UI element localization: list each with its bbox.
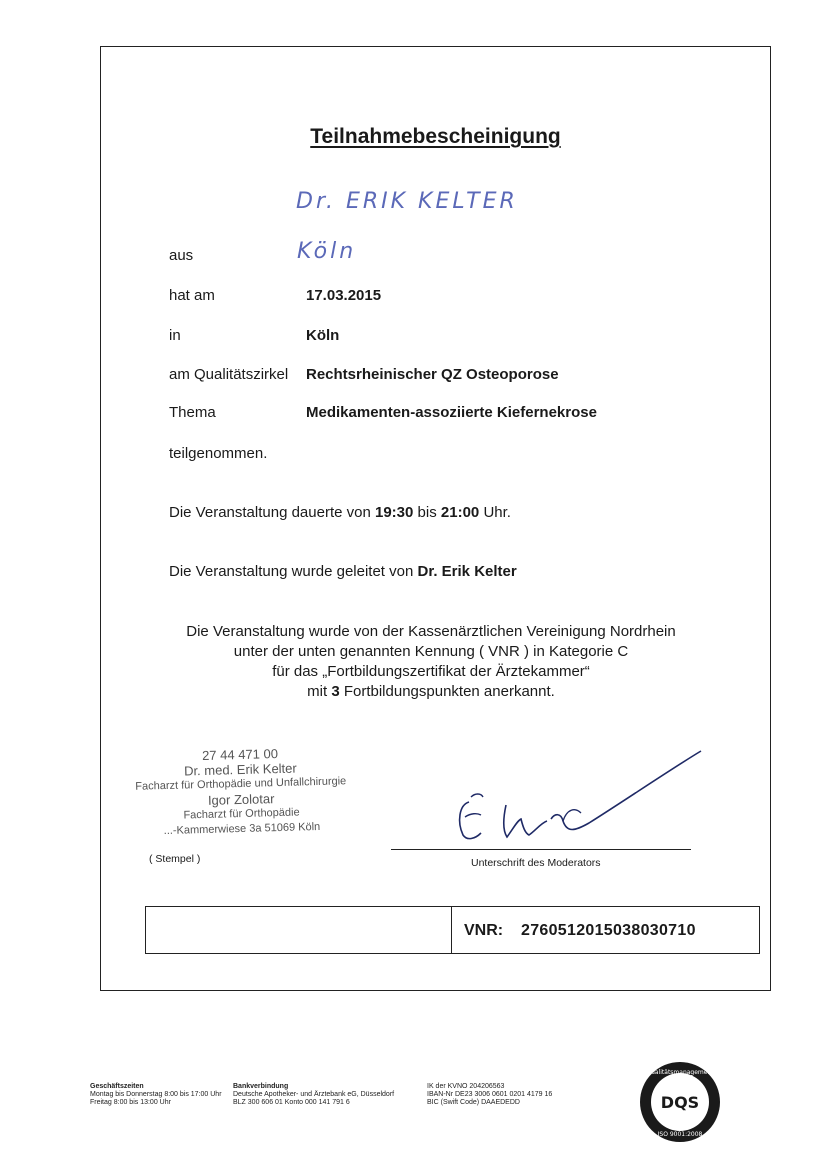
stamp-line-5: Facharzt für Orthopädie xyxy=(183,806,300,822)
teilgenommen-text: teilgenommen. xyxy=(169,445,268,462)
value-date: 17.03.2015 xyxy=(306,287,382,304)
footer-ik-line-1: IK der KVNO 204206563 xyxy=(427,1083,505,1090)
vnr-label: VNR: xyxy=(464,922,504,939)
recognition-line-2: unter der unten genannten Kennung ( VNR ) in Kategorie C xyxy=(233,643,629,660)
stamp-line-4: Igor Zolotar xyxy=(207,791,275,808)
duration-middle: bis xyxy=(417,504,437,521)
logo-mark: DQS xyxy=(660,1093,700,1112)
footer-office-hours-line-2: Freitag 8:00 bis 13:00 Uhr xyxy=(90,1099,171,1106)
recognition-points: 3 xyxy=(331,683,340,700)
footer-bank-title: Bankverbindung xyxy=(233,1083,289,1090)
duration-from: 19:30 xyxy=(374,504,414,521)
recognition-paragraph xyxy=(141,622,721,702)
recognition-points-prefix: mit xyxy=(307,683,328,700)
value-topic: Medikamenten-assoziierte Kiefernekrose xyxy=(306,404,597,421)
leader-sentence xyxy=(169,563,517,580)
footer-bank-line-2: BLZ 300 606 01 Konto 000 141 791 6 xyxy=(233,1099,350,1106)
label-aus: aus xyxy=(169,247,194,264)
signature-caption: Unterschrift des Moderators xyxy=(471,857,601,869)
stamp-line-1: 27 44 471 00 xyxy=(201,746,279,764)
moderator-signature xyxy=(451,747,711,847)
handwritten-participant-name: Dr. ERIK KELTER xyxy=(296,189,518,214)
value-location: Köln xyxy=(306,327,340,344)
leader-name: Dr. Erik Kelter xyxy=(417,563,517,580)
leader-prefix: Die Veranstaltung wurde geleitet von xyxy=(169,563,414,580)
value-quality-circle: Rechtsrheinischer QZ Osteoporose xyxy=(306,366,559,383)
footer-office-hours-line-1: Montag bis Donnerstag 8:00 bis 17:00 Uhr xyxy=(90,1091,222,1098)
duration-sentence xyxy=(169,504,511,521)
vnr-value: 2760512015038030710 xyxy=(521,922,696,939)
duration-prefix: Die Veranstaltung dauerte von xyxy=(169,504,371,521)
stamp-label: ( Stempel ) xyxy=(149,853,201,865)
dqs-certification-logo xyxy=(638,1060,722,1144)
signature-line xyxy=(391,849,691,850)
label-topic: Thema xyxy=(169,404,216,421)
document-title: Teilnahmebescheinigung xyxy=(310,125,561,148)
footer-bank-line-1: Deutsche Apotheker- und Ärztebank eG, Düsseldorf xyxy=(233,1091,395,1098)
logo-bottom-text: ISO 9001:2008 xyxy=(657,1131,703,1138)
duration-suffix: Uhr. xyxy=(483,504,511,521)
vnr-divider xyxy=(451,907,452,953)
label-quality-circle: am Qualitätszirkel xyxy=(169,366,289,383)
duration-to: 21:00 xyxy=(440,504,480,521)
footer-ik xyxy=(427,1083,552,1107)
vnr-box xyxy=(145,906,760,954)
stamp-line-3: Facharzt für Orthopädie und Unfallchirurgie xyxy=(135,775,347,793)
stamp-line-6: ...-Kammerwiese 3a 51069 Köln xyxy=(163,820,321,838)
stamp-line-2: Dr. med. Erik Kelter xyxy=(183,760,297,779)
label-date: hat am xyxy=(169,287,215,304)
footer-bank xyxy=(233,1083,394,1107)
recognition-line-3: für das „Fortbildungszertifikat der Ärztekammer“ xyxy=(272,663,590,680)
footer-office-hours xyxy=(90,1083,222,1107)
recognition-points-suffix: Fortbildungspunkten anerkannt. xyxy=(343,683,555,700)
footer-office-hours-title: Geschäftszeiten xyxy=(90,1083,144,1090)
recognition-line-1: Die Veranstaltung wurde von der Kassenärztlichen Vereinigung Nordrhein xyxy=(186,623,676,640)
handwritten-participant-city: Köln xyxy=(297,239,357,264)
recognition-line-4 xyxy=(141,682,721,702)
logo-top-text: Qualitätsmanagement xyxy=(646,1069,714,1076)
certificate-frame xyxy=(100,46,771,991)
footer-ik-line-3: BIC (Swift Code) DAAEDEDD xyxy=(427,1099,520,1106)
practice-stamp xyxy=(120,744,362,840)
footer-ik-line-2: IBAN-Nr DE23 3006 0601 0201 4179 16 xyxy=(427,1091,553,1098)
label-location: in xyxy=(169,327,181,344)
